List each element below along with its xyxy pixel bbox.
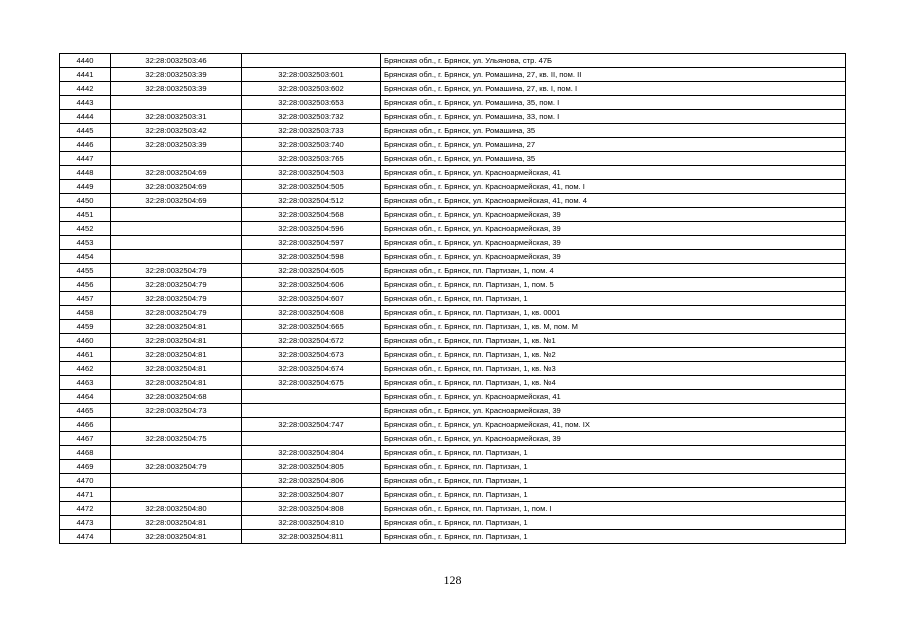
object-number-cell: 32:28:0032504:608 xyxy=(242,306,381,320)
address-cell: Брянская обл., г. Брянск, пл. Партизан, 1 xyxy=(381,474,846,488)
address-cell: Брянская обл., г. Брянск, ул. Красноармейская, 41 xyxy=(381,390,846,404)
object-number-cell: 32:28:0032504:808 xyxy=(242,502,381,516)
parcel-number-cell xyxy=(111,96,242,110)
address-cell: Брянская обл., г. Брянск, пл. Партизан, 1, пом. 5 xyxy=(381,278,846,292)
object-number-cell xyxy=(242,404,381,418)
row-number-cell: 4447 xyxy=(60,152,111,166)
object-number-cell: 32:28:0032504:807 xyxy=(242,488,381,502)
object-number-cell: 32:28:0032504:806 xyxy=(242,474,381,488)
object-number-cell: 32:28:0032503:601 xyxy=(242,68,381,82)
object-number-cell: 32:28:0032504:675 xyxy=(242,376,381,390)
address-cell: Брянская обл., г. Брянск, ул. Красноармейская, 39 xyxy=(381,404,846,418)
object-number-cell: 32:28:0032503:733 xyxy=(242,124,381,138)
row-number-cell: 4454 xyxy=(60,250,111,264)
table-row xyxy=(60,152,846,166)
table-row xyxy=(60,306,846,320)
address-cell: Брянская обл., г. Брянск, ул. Красноармейская, 39 xyxy=(381,236,846,250)
address-cell: Брянская обл., г. Брянск, пл. Партизан, 1 xyxy=(381,516,846,530)
address-cell: Брянская обл., г. Брянск, ул. Ромашина, 35 xyxy=(381,124,846,138)
parcel-number-cell: 32:28:0032503:31 xyxy=(111,110,242,124)
row-number-cell: 4440 xyxy=(60,54,111,68)
table-row xyxy=(60,208,846,222)
address-cell: Брянская обл., г. Брянск, ул. Ромашина, 27 xyxy=(381,138,846,152)
object-number-cell: 32:28:0032504:607 xyxy=(242,292,381,306)
parcel-number-cell: 32:28:0032504:81 xyxy=(111,348,242,362)
object-number-cell: 32:28:0032503:765 xyxy=(242,152,381,166)
object-number-cell: 32:28:0032504:672 xyxy=(242,334,381,348)
address-cell: Брянская обл., г. Брянск, ул. Красноармейская, 39 xyxy=(381,432,846,446)
parcel-number-cell: 32:28:0032504:79 xyxy=(111,264,242,278)
parcel-number-cell xyxy=(111,418,242,432)
parcel-number-cell: 32:28:0032504:69 xyxy=(111,180,242,194)
table-row xyxy=(60,180,846,194)
parcel-number-cell: 32:28:0032504:79 xyxy=(111,278,242,292)
table-row xyxy=(60,404,846,418)
object-number-cell: 32:28:0032504:804 xyxy=(242,446,381,460)
address-cell: Брянская обл., г. Брянск, пл. Партизан, 1 xyxy=(381,460,846,474)
row-number-cell: 4451 xyxy=(60,208,111,222)
parcel-number-cell xyxy=(111,446,242,460)
table-row xyxy=(60,460,846,474)
address-cell: Брянская обл., г. Брянск, пл. Партизан, 1, кв. №1 xyxy=(381,334,846,348)
row-number-cell: 4472 xyxy=(60,502,111,516)
table-row xyxy=(60,222,846,236)
parcel-number-cell: 32:28:0032504:81 xyxy=(111,334,242,348)
row-number-cell: 4469 xyxy=(60,460,111,474)
object-number-cell: 32:28:0032504:503 xyxy=(242,166,381,180)
address-cell: Брянская обл., г. Брянск, ул. Красноармейская, 39 xyxy=(381,222,846,236)
property-table-body xyxy=(60,54,846,544)
table-row xyxy=(60,292,846,306)
object-number-cell: 32:28:0032503:740 xyxy=(242,138,381,152)
address-cell: Брянская обл., г. Брянск, ул. Ромашина, 27, кв. II, пом. II xyxy=(381,68,846,82)
parcel-number-cell: 32:28:0032504:79 xyxy=(111,460,242,474)
table-row xyxy=(60,54,846,68)
row-number-cell: 4461 xyxy=(60,348,111,362)
object-number-cell xyxy=(242,54,381,68)
table-row xyxy=(60,264,846,278)
table-row xyxy=(60,390,846,404)
address-cell: Брянская обл., г. Брянск, ул. Красноармейская, 39 xyxy=(381,208,846,222)
table-row xyxy=(60,432,846,446)
parcel-number-cell xyxy=(111,474,242,488)
parcel-number-cell: 32:28:0032503:42 xyxy=(111,124,242,138)
object-number-cell: 32:28:0032504:747 xyxy=(242,418,381,432)
address-cell: Брянская обл., г. Брянск, пл. Партизан, 1, пом. 4 xyxy=(381,264,846,278)
row-number-cell: 4453 xyxy=(60,236,111,250)
row-number-cell: 4465 xyxy=(60,404,111,418)
object-number-cell: 32:28:0032504:597 xyxy=(242,236,381,250)
parcel-number-cell: 32:28:0032504:79 xyxy=(111,306,242,320)
document-table-container xyxy=(59,53,846,544)
table-row xyxy=(60,194,846,208)
row-number-cell: 4442 xyxy=(60,82,111,96)
address-cell: Брянская обл., г. Брянск, пл. Партизан, 1 xyxy=(381,488,846,502)
row-number-cell: 4445 xyxy=(60,124,111,138)
address-cell: Брянская обл., г. Брянск, ул. Ромашина, 27, кв. I, пом. I xyxy=(381,82,846,96)
row-number-cell: 4470 xyxy=(60,474,111,488)
table-row xyxy=(60,474,846,488)
parcel-number-cell: 32:28:0032504:68 xyxy=(111,390,242,404)
table-row xyxy=(60,278,846,292)
parcel-number-cell: 32:28:0032504:73 xyxy=(111,404,242,418)
object-number-cell: 32:28:0032504:505 xyxy=(242,180,381,194)
address-cell: Брянская обл., г. Брянск, пл. Партизан, 1, кв. №4 xyxy=(381,376,846,390)
address-cell: Брянская обл., г. Брянск, ул. Ромашина, 33, пом. I xyxy=(381,110,846,124)
address-cell: Брянская обл., г. Брянск, пл. Партизан, 1 xyxy=(381,446,846,460)
table-row xyxy=(60,82,846,96)
table-row xyxy=(60,250,846,264)
table-row xyxy=(60,502,846,516)
row-number-cell: 4458 xyxy=(60,306,111,320)
parcel-number-cell: 32:28:0032504:81 xyxy=(111,516,242,530)
object-number-cell: 32:28:0032504:598 xyxy=(242,250,381,264)
parcel-number-cell xyxy=(111,222,242,236)
row-number-cell: 4474 xyxy=(60,530,111,544)
parcel-number-cell: 32:28:0032504:81 xyxy=(111,320,242,334)
parcel-number-cell: 32:28:0032504:80 xyxy=(111,502,242,516)
parcel-number-cell: 32:28:0032504:81 xyxy=(111,376,242,390)
address-cell: Брянская обл., г. Брянск, пл. Партизан, 1 xyxy=(381,292,846,306)
address-cell: Брянская обл., г. Брянск, пл. Партизан, 1, кв. №3 xyxy=(381,362,846,376)
table-row xyxy=(60,362,846,376)
row-number-cell: 4457 xyxy=(60,292,111,306)
object-number-cell: 32:28:0032504:673 xyxy=(242,348,381,362)
address-cell: Брянская обл., г. Брянск, ул. Ромашина, 35, пом. I xyxy=(381,96,846,110)
table-row xyxy=(60,418,846,432)
object-number-cell: 32:28:0032504:805 xyxy=(242,460,381,474)
row-number-cell: 4459 xyxy=(60,320,111,334)
table-row xyxy=(60,530,846,544)
row-number-cell: 4448 xyxy=(60,166,111,180)
object-number-cell: 32:28:0032504:605 xyxy=(242,264,381,278)
table-row xyxy=(60,110,846,124)
table-row xyxy=(60,96,846,110)
object-number-cell xyxy=(242,390,381,404)
table-row xyxy=(60,124,846,138)
object-number-cell: 32:28:0032504:568 xyxy=(242,208,381,222)
object-number-cell: 32:28:0032503:602 xyxy=(242,82,381,96)
row-number-cell: 4462 xyxy=(60,362,111,376)
parcel-number-cell xyxy=(111,488,242,502)
table-row xyxy=(60,166,846,180)
row-number-cell: 4443 xyxy=(60,96,111,110)
object-number-cell: 32:28:0032504:606 xyxy=(242,278,381,292)
table-row xyxy=(60,516,846,530)
object-number-cell xyxy=(242,432,381,446)
address-cell: Брянская обл., г. Брянск, пл. Партизан, 1, кв. №2 xyxy=(381,348,846,362)
address-cell: Брянская обл., г. Брянск, ул. Красноармейская, 41, пом. I xyxy=(381,180,846,194)
parcel-number-cell xyxy=(111,236,242,250)
table-row xyxy=(60,236,846,250)
table-row xyxy=(60,138,846,152)
object-number-cell: 32:28:0032504:674 xyxy=(242,362,381,376)
parcel-number-cell: 32:28:0032503:39 xyxy=(111,82,242,96)
row-number-cell: 4471 xyxy=(60,488,111,502)
object-number-cell: 32:28:0032504:811 xyxy=(242,530,381,544)
row-number-cell: 4468 xyxy=(60,446,111,460)
address-cell: Брянская обл., г. Брянск, пл. Партизан, 1, кв. М, пом. М xyxy=(381,320,846,334)
row-number-cell: 4456 xyxy=(60,278,111,292)
property-table xyxy=(59,53,846,544)
row-number-cell: 4449 xyxy=(60,180,111,194)
address-cell: Брянская обл., г. Брянск, пл. Партизан, 1 xyxy=(381,530,846,544)
table-row xyxy=(60,348,846,362)
table-row xyxy=(60,376,846,390)
object-number-cell: 32:28:0032504:665 xyxy=(242,320,381,334)
parcel-number-cell xyxy=(111,250,242,264)
parcel-number-cell: 32:28:0032504:81 xyxy=(111,362,242,376)
object-number-cell: 32:28:0032504:810 xyxy=(242,516,381,530)
table-row xyxy=(60,68,846,82)
row-number-cell: 4441 xyxy=(60,68,111,82)
table-row xyxy=(60,320,846,334)
row-number-cell: 4467 xyxy=(60,432,111,446)
object-number-cell: 32:28:0032503:653 xyxy=(242,96,381,110)
parcel-number-cell: 32:28:0032503:39 xyxy=(111,138,242,152)
parcel-number-cell: 32:28:0032504:81 xyxy=(111,530,242,544)
row-number-cell: 4464 xyxy=(60,390,111,404)
page-number: 128 xyxy=(443,573,462,587)
address-cell: Брянская обл., г. Брянск, ул. Красноармейская, 39 xyxy=(381,250,846,264)
row-number-cell: 4463 xyxy=(60,376,111,390)
table-row xyxy=(60,488,846,502)
address-cell: Брянская обл., г. Брянск, ул. Красноармейская, 41, пом. 4 xyxy=(381,194,846,208)
row-number-cell: 4455 xyxy=(60,264,111,278)
parcel-number-cell: 32:28:0032504:69 xyxy=(111,194,242,208)
row-number-cell: 4460 xyxy=(60,334,111,348)
parcel-number-cell: 32:28:0032504:79 xyxy=(111,292,242,306)
address-cell: Брянская обл., г. Брянск, ул. Ромашина, 35 xyxy=(381,152,846,166)
row-number-cell: 4444 xyxy=(60,110,111,124)
table-row xyxy=(60,334,846,348)
row-number-cell: 4446 xyxy=(60,138,111,152)
row-number-cell: 4473 xyxy=(60,516,111,530)
object-number-cell: 32:28:0032504:596 xyxy=(242,222,381,236)
address-cell: Брянская обл., г. Брянск, ул. Красноармейская, 41 xyxy=(381,166,846,180)
parcel-number-cell: 32:28:0032504:69 xyxy=(111,166,242,180)
object-number-cell: 32:28:0032504:512 xyxy=(242,194,381,208)
address-cell: Брянская обл., г. Брянск, пл. Партизан, 1, кв. 0001 xyxy=(381,306,846,320)
parcel-number-cell: 32:28:0032503:46 xyxy=(111,54,242,68)
parcel-number-cell: 32:28:0032503:39 xyxy=(111,68,242,82)
address-cell: Брянская обл., г. Брянск, ул. Красноармейская, 41, пом. IX xyxy=(381,418,846,432)
row-number-cell: 4452 xyxy=(60,222,111,236)
object-number-cell: 32:28:0032503:732 xyxy=(242,110,381,124)
row-number-cell: 4450 xyxy=(60,194,111,208)
parcel-number-cell: 32:28:0032504:75 xyxy=(111,432,242,446)
address-cell: Брянская обл., г. Брянск, ул. Ульянова, стр. 47Б xyxy=(381,54,846,68)
address-cell: Брянская обл., г. Брянск, пл. Партизан, 1, пом. I xyxy=(381,502,846,516)
parcel-number-cell xyxy=(111,208,242,222)
table-row xyxy=(60,446,846,460)
row-number-cell: 4466 xyxy=(60,418,111,432)
parcel-number-cell xyxy=(111,152,242,166)
